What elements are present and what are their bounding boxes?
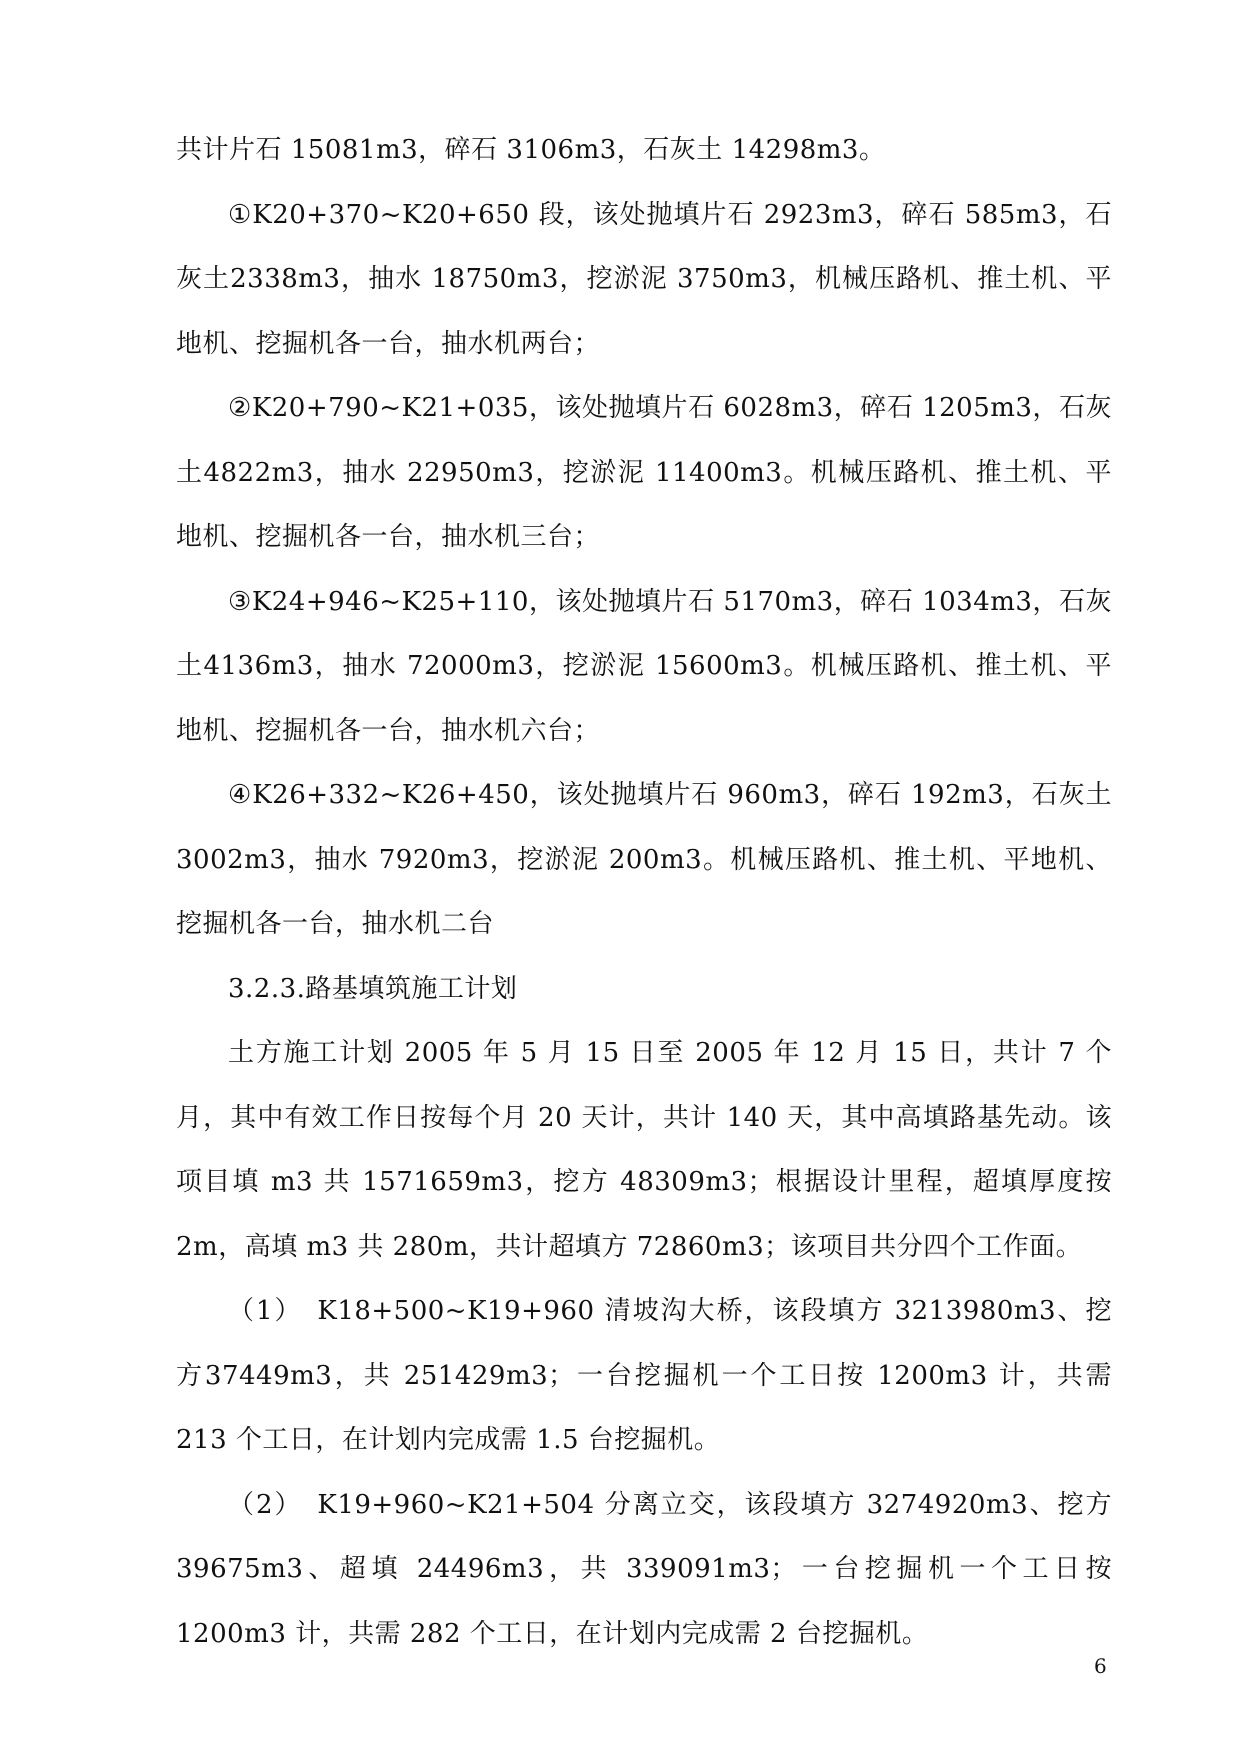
- paragraph: ②K20+790~K21+035，该处抛填片石 6028m3，碎石 1205m3，石灰土4822m3，抽水 22950m3，挖淤泥 11400m3。机械压路机、推土机、平地机、挖掘机各一台，抽水机三台；: [176, 393, 1112, 552]
- paragraph: 共计片石 15081m3，碎石 3106m3，石灰土 14298m3。: [176, 135, 886, 165]
- body-text: [176, 118, 1112, 1666]
- page-number: 6: [1094, 1654, 1107, 1678]
- paragraph: ④K26+332~K26+450，该处抛填片石 960m3，碎石 192m3，石灰土3002m3，抽水 7920m3，挖淤泥 200m3。机械压路机、推土机、平地机、挖掘机各一台，抽水机二台: [176, 780, 1112, 939]
- paragraph: （1） K18+500~K19+960 清坡沟大桥，该段填方 3213980m3、挖方37449m3，共 251429m3；一台挖掘机一个工日按 1200m3 计，共需 213 个工日，在计划内完成需 1.5 台挖掘机。: [176, 1296, 1112, 1455]
- paragraph: ①K20+370~K20+650 段，该处抛填片石 2923m3，碎石 585m3，石灰土2338m3，抽水 18750m3，挖淤泥 3750m3，机械压路机、推土机、平地机、挖掘机各一台，抽水机两台；: [176, 199, 1112, 359]
- section-heading: 3.2.3.路基填筑施工计划: [228, 973, 518, 1004]
- paragraph: ③K24+946~K25+110，该处抛填片石 5170m3，碎石 1034m3，石灰土4136m3，抽水 72000m3，挖淤泥 15600m3。机械压路机、推土机、平地机、挖掘机各一台，抽水机六台；: [176, 586, 1112, 746]
- paragraph: 土方施工计划 2005 年 5 月 15 日至 2005 年 12 月 15 日，共计 7 个月，其中有效工作日按每个月 20 天计，共计 140 天，其中高填路基先动。该项目填 m3 共 1571659m3，挖方 48309m3；根据设计里程，超填厚度按 2m，高填 m3 共 280m，共计超填方 72860m3；该项目共分四个工作面。: [176, 1038, 1112, 1262]
- paragraph: （2） K19+960~K21+504 分离立交，该段填方 3274920m3、挖方39675m3、超填 24496m3，共 339091m3；一台挖掘机一个工日按 1200m3 计，共需 282 个工日，在计划内完成需 2 台挖掘机。: [176, 1489, 1112, 1649]
